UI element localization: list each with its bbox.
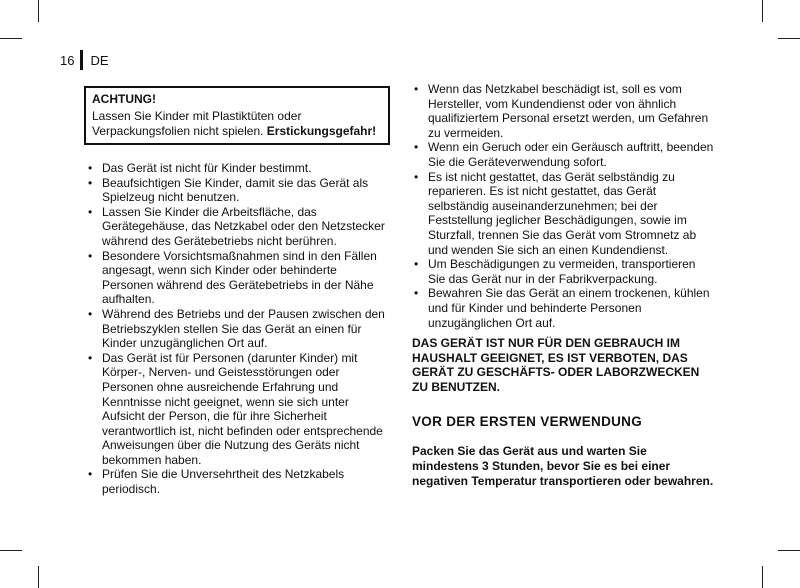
section-heading: VOR DER ERSTEN VERWENDUNG bbox=[412, 414, 643, 430]
household-use-warning: DAS GERÄT IST NUR FÜR DEN GEBRAUCH IM HAUSHALT GEEIGNET, ES IST VERBOTEN, DAS GERÄT ZU GESCHÄFTS- ODER LABORZWECKEN ZU BENUTZEN. bbox=[412, 336, 700, 394]
language-code: DE bbox=[90, 52, 109, 68]
warning-title: ACHTUNG! bbox=[92, 92, 156, 106]
list-item: • Lassen Sie Kinder die Arbeitsfläche, das Gerätegehäuse, das Netzkabel oder den Netzstecker während des Gerätebetriebs nicht berühren. bbox=[86, 205, 390, 249]
right-bullet-list bbox=[412, 82, 716, 330]
warning-box bbox=[84, 86, 390, 145]
crop-mark-top-left bbox=[38, 0, 39, 22]
list-item: • Es ist nicht gestattet, das Gerät selbständig zu reparieren. Es ist nicht gestattet, das Gerät selbständig auseinanderzunehmen; bei der Feststellung jeglicher Beschädigungen, sowie im Sturzfall, trennen Sie das Gerät vom Stromnetz ab und wenden Sie sich an einen Kundendienst. bbox=[412, 170, 716, 258]
crop-mark-bottom-right bbox=[762, 566, 763, 588]
warning-emphasis: Erstickungsgefahr! bbox=[266, 124, 377, 138]
list-item: • Wenn das Netzkabel beschädigt ist, soll es vom Hersteller, vom Kundendienst oder von ähnlich qualifiziertem Personal ersetzt werden, um Gefahren zu vermeiden. bbox=[412, 82, 716, 140]
header-divider bbox=[80, 50, 83, 70]
page-header bbox=[60, 50, 109, 70]
list-item: • Beaufsichtigen Sie Kinder, damit sie das Gerät als Spielzeug nicht benutzen. bbox=[86, 176, 390, 205]
warning-text bbox=[92, 109, 382, 139]
section-text: Packen Sie das Gerät aus und warten Sie mindestens 3 Stunden, bevor Sie es bei einer negativen Temperatur transportieren oder bewahren. bbox=[412, 444, 714, 488]
warning-body: Lassen Sie Kinder mit Plastiktüten oder Verpackungsfolien nicht spielen. bbox=[92, 109, 302, 138]
list-item: • Besondere Vorsichtsmaßnahmen sind in den Fällen angesagt, wenn sich Kinder oder behinderte Personen während des Gerätebetriebs in der Nähe aufhalten. bbox=[86, 249, 390, 307]
crop-mark-right-top bbox=[778, 38, 800, 39]
left-bullet-list bbox=[86, 161, 390, 497]
right-column bbox=[412, 82, 716, 488]
list-item: • Während des Betriebs und der Pausen zwischen den Betriebszyklen stellen Sie das Gerät an einen für Kinder unzugänglichen Ort auf. bbox=[86, 307, 390, 351]
list-item: • Wenn ein Geruch oder ein Geräusch auftritt, beenden Sie die Geräteverwendung sofort. bbox=[412, 140, 716, 169]
crop-mark-top-right bbox=[762, 0, 763, 22]
crop-mark-left-top bbox=[0, 38, 22, 39]
page-number: 16 bbox=[60, 52, 75, 68]
list-item: • Um Beschädigungen zu vermeiden, transportieren Sie das Gerät nur in der Fabrikverpackung. bbox=[412, 257, 716, 286]
crop-mark-bottom-left bbox=[38, 566, 39, 588]
list-item: • Prüfen Sie die Unversehrtheit des Netzkabels periodisch. bbox=[86, 467, 390, 496]
crop-mark-right-bottom bbox=[778, 550, 800, 551]
list-item: • Bewahren Sie das Gerät an einem trockenen, kühlen und für Kinder und behinderte Personen unzugänglichen Ort auf. bbox=[412, 286, 716, 330]
list-item: • Das Gerät ist für Personen (darunter Kinder) mit Körper-, Nerven- und Geistesstörungen oder Personen ohne ausreichende Erfahrung und Kenntnisse nicht geeignet, wenn sie sich unter Aufsicht der Person, die für ihre Sicherheit verantwortlich ist, nicht befinden oder entsprechende Anweisungen über die Nutzung des Geräts nicht bekommen haben. bbox=[86, 351, 390, 468]
crop-mark-left-bottom bbox=[0, 550, 22, 551]
left-column bbox=[84, 86, 390, 497]
list-item: • Das Gerät ist nicht für Kinder bestimmt. bbox=[86, 161, 390, 176]
